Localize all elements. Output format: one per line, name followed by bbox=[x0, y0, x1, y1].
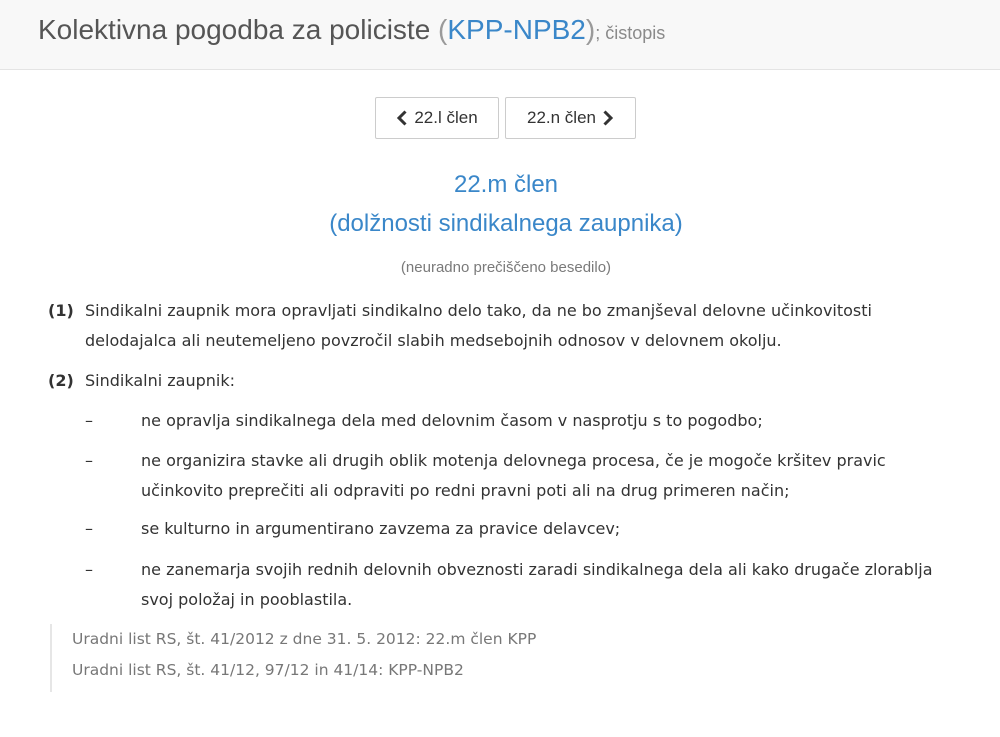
list-item bbox=[85, 406, 945, 436]
next-article-button[interactable] bbox=[505, 97, 636, 139]
title-paren-open: ( bbox=[430, 14, 448, 45]
article-subtitle: (dolžnosti sindikalnega zaupnika) bbox=[329, 210, 683, 237]
document-title bbox=[38, 12, 665, 51]
list-dash: – bbox=[85, 411, 93, 430]
paragraph-text: Sindikalni zaupnik mora opravljati sindikalno delo tako, da ne bo zmanjševal delovne učinkovitosti delodajalca ali neutemeljeno povzročil slabih medsebojnih odnosov v delovnem okolju. bbox=[85, 301, 872, 350]
list-dash: – bbox=[85, 451, 93, 470]
paragraph-text: Sindikalni zaupnik: bbox=[85, 371, 235, 390]
next-article-label: 22.n člen bbox=[527, 108, 596, 127]
reference-line: Uradni list RS, št. 41/2012 z dne 31. 5. 2012: 22.m člen KPP bbox=[72, 630, 537, 648]
chevron-right-icon bbox=[602, 110, 614, 126]
list-item-text: ne zanemarja svojih rednih delovnih obveznosti zaradi sindikalnega dela ali kako drugače zlorablja svoj položaj in pooblastila. bbox=[141, 560, 933, 609]
chevron-left-icon bbox=[396, 110, 408, 126]
document-title-text: Kolektivna pogodba za policiste bbox=[38, 14, 431, 45]
title-paren-close: ) bbox=[585, 14, 596, 45]
previous-article-label: 22.l člen bbox=[414, 108, 478, 127]
page-header bbox=[0, 0, 1000, 70]
list-dash: – bbox=[85, 519, 93, 538]
document-code-link[interactable]: KPP-NPB2 bbox=[447, 14, 586, 45]
list-item-text: ne opravlja sindikalnega dela med delovnim časom v nasprotju s to pogodbo; bbox=[141, 411, 763, 430]
list-item bbox=[85, 555, 945, 615]
previous-article-button[interactable] bbox=[375, 97, 499, 139]
paragraph-number: (1) bbox=[48, 301, 74, 320]
list-item bbox=[85, 514, 945, 544]
paragraph-1 bbox=[48, 296, 948, 356]
paragraph-number: (2) bbox=[48, 371, 74, 390]
article-title: 22.m člen bbox=[453, 171, 559, 198]
list-item bbox=[85, 446, 945, 506]
document-status: ; čistopis bbox=[595, 23, 666, 43]
list-item-text: se kulturno in argumentirano zavzema za pravice delavcev; bbox=[141, 519, 621, 538]
list-dash: – bbox=[85, 560, 93, 579]
paragraph-2 bbox=[48, 366, 948, 396]
references-block bbox=[50, 624, 750, 692]
list-item-text: ne organizira stavke ali drugih oblik motenja delovnega procesa, če je mogoče kršitev pravic učinkovito preprečiti ali odpraviti po redni pravni poti ali na drug primeren način; bbox=[141, 451, 886, 500]
unofficial-text-note: (neuradno prečiščeno besedilo) bbox=[400, 259, 612, 276]
reference-line: Uradni list RS, št. 41/12, 97/12 in 41/14: KPP-NPB2 bbox=[72, 661, 464, 679]
